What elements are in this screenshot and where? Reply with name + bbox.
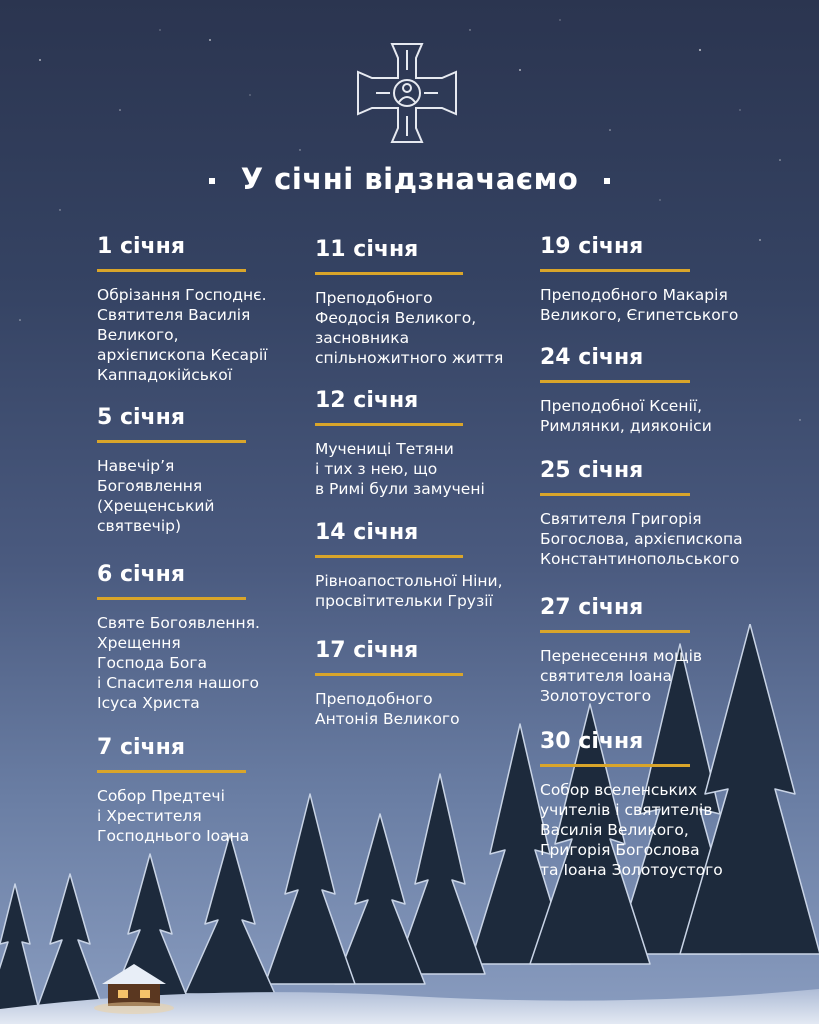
- feast-entry: [540, 595, 800, 706]
- feast-date: 30 січня: [540, 729, 644, 754]
- feast-description: Навечір’я Богоявлення (Хрещенський святвечір): [97, 457, 215, 535]
- feast-description: Собор Предтечі і Хрестителя Господнього Іоана: [97, 787, 250, 845]
- gold-divider: [540, 269, 690, 272]
- feast-date: 27 січня: [540, 595, 644, 620]
- feast-date: 24 січня: [540, 345, 644, 370]
- feast-date: 6 січня: [97, 562, 185, 587]
- title-text: У січні відзначаємо: [240, 162, 579, 196]
- feast-entry: [315, 388, 575, 499]
- feast-entry: [97, 735, 357, 846]
- gold-divider: [540, 630, 690, 633]
- gold-divider: [97, 440, 246, 443]
- feast-entry: [540, 729, 800, 880]
- bullet-square-icon: [209, 178, 215, 184]
- gold-divider: [315, 272, 463, 275]
- feast-entry: [540, 234, 800, 325]
- gold-divider: [97, 269, 246, 272]
- feast-description: Преподобного Феодосія Великого, засновника спільножитного життя: [315, 289, 504, 367]
- gold-divider: [97, 597, 246, 600]
- feast-entry: [540, 458, 800, 569]
- gold-divider: [315, 673, 463, 676]
- feast-description: Рівноапостольної Ніни, просвітительки Грузії: [315, 572, 503, 610]
- gold-divider: [540, 493, 690, 496]
- feast-date: 12 січня: [315, 388, 419, 413]
- orthodox-cross-icon: [354, 40, 460, 146]
- gold-divider: [315, 555, 463, 558]
- feast-description: Святителя Григорія Богослова, архієпископа Константинопольського: [540, 510, 743, 568]
- feast-date: 17 січня: [315, 638, 419, 663]
- feast-date: 1 січня: [97, 234, 185, 259]
- feast-description: Собор вселенських учителів і святителів Василія Великого, Григорія Богослова та Іоана Золотоустого: [540, 781, 723, 879]
- gold-divider: [97, 770, 246, 773]
- feast-date: 7 січня: [97, 735, 185, 760]
- feast-description: Преподобного Антонія Великого: [315, 690, 460, 728]
- feast-date: 19 січня: [540, 234, 644, 259]
- feast-entry: [540, 345, 800, 436]
- feast-entry: [315, 638, 575, 729]
- gold-divider: [540, 764, 690, 767]
- gold-divider: [315, 423, 463, 426]
- gold-divider: [540, 380, 690, 383]
- feast-description: Преподобного Макарія Великого, Єгипетського: [540, 286, 739, 324]
- feast-description: Перенесення мощів святителя Іоана Золотоустого: [540, 647, 703, 705]
- page-title: [0, 162, 819, 196]
- feast-description: Обрізання Господнє. Святителя Василія Великого, архієпископа Кесарії Каппадокійської: [97, 286, 268, 384]
- feast-date: 5 січня: [97, 405, 185, 430]
- feast-description: Святе Богоявлення. Хрещення Господа Бога і Спасителя нашого Ісуса Христа: [97, 614, 260, 712]
- feast-description: Мучениці Тетяни і тих з нею, що в Римі були замучені: [315, 440, 485, 498]
- feast-date: 14 січня: [315, 520, 419, 545]
- feast-entry: [315, 520, 575, 611]
- feast-entry: [315, 237, 575, 368]
- feast-date: 11 січня: [315, 237, 419, 262]
- feast-date: 25 січня: [540, 458, 644, 483]
- bullet-square-icon: [604, 178, 610, 184]
- feast-description: Преподобної Ксенії, Римлянки, дияконіси: [540, 397, 712, 435]
